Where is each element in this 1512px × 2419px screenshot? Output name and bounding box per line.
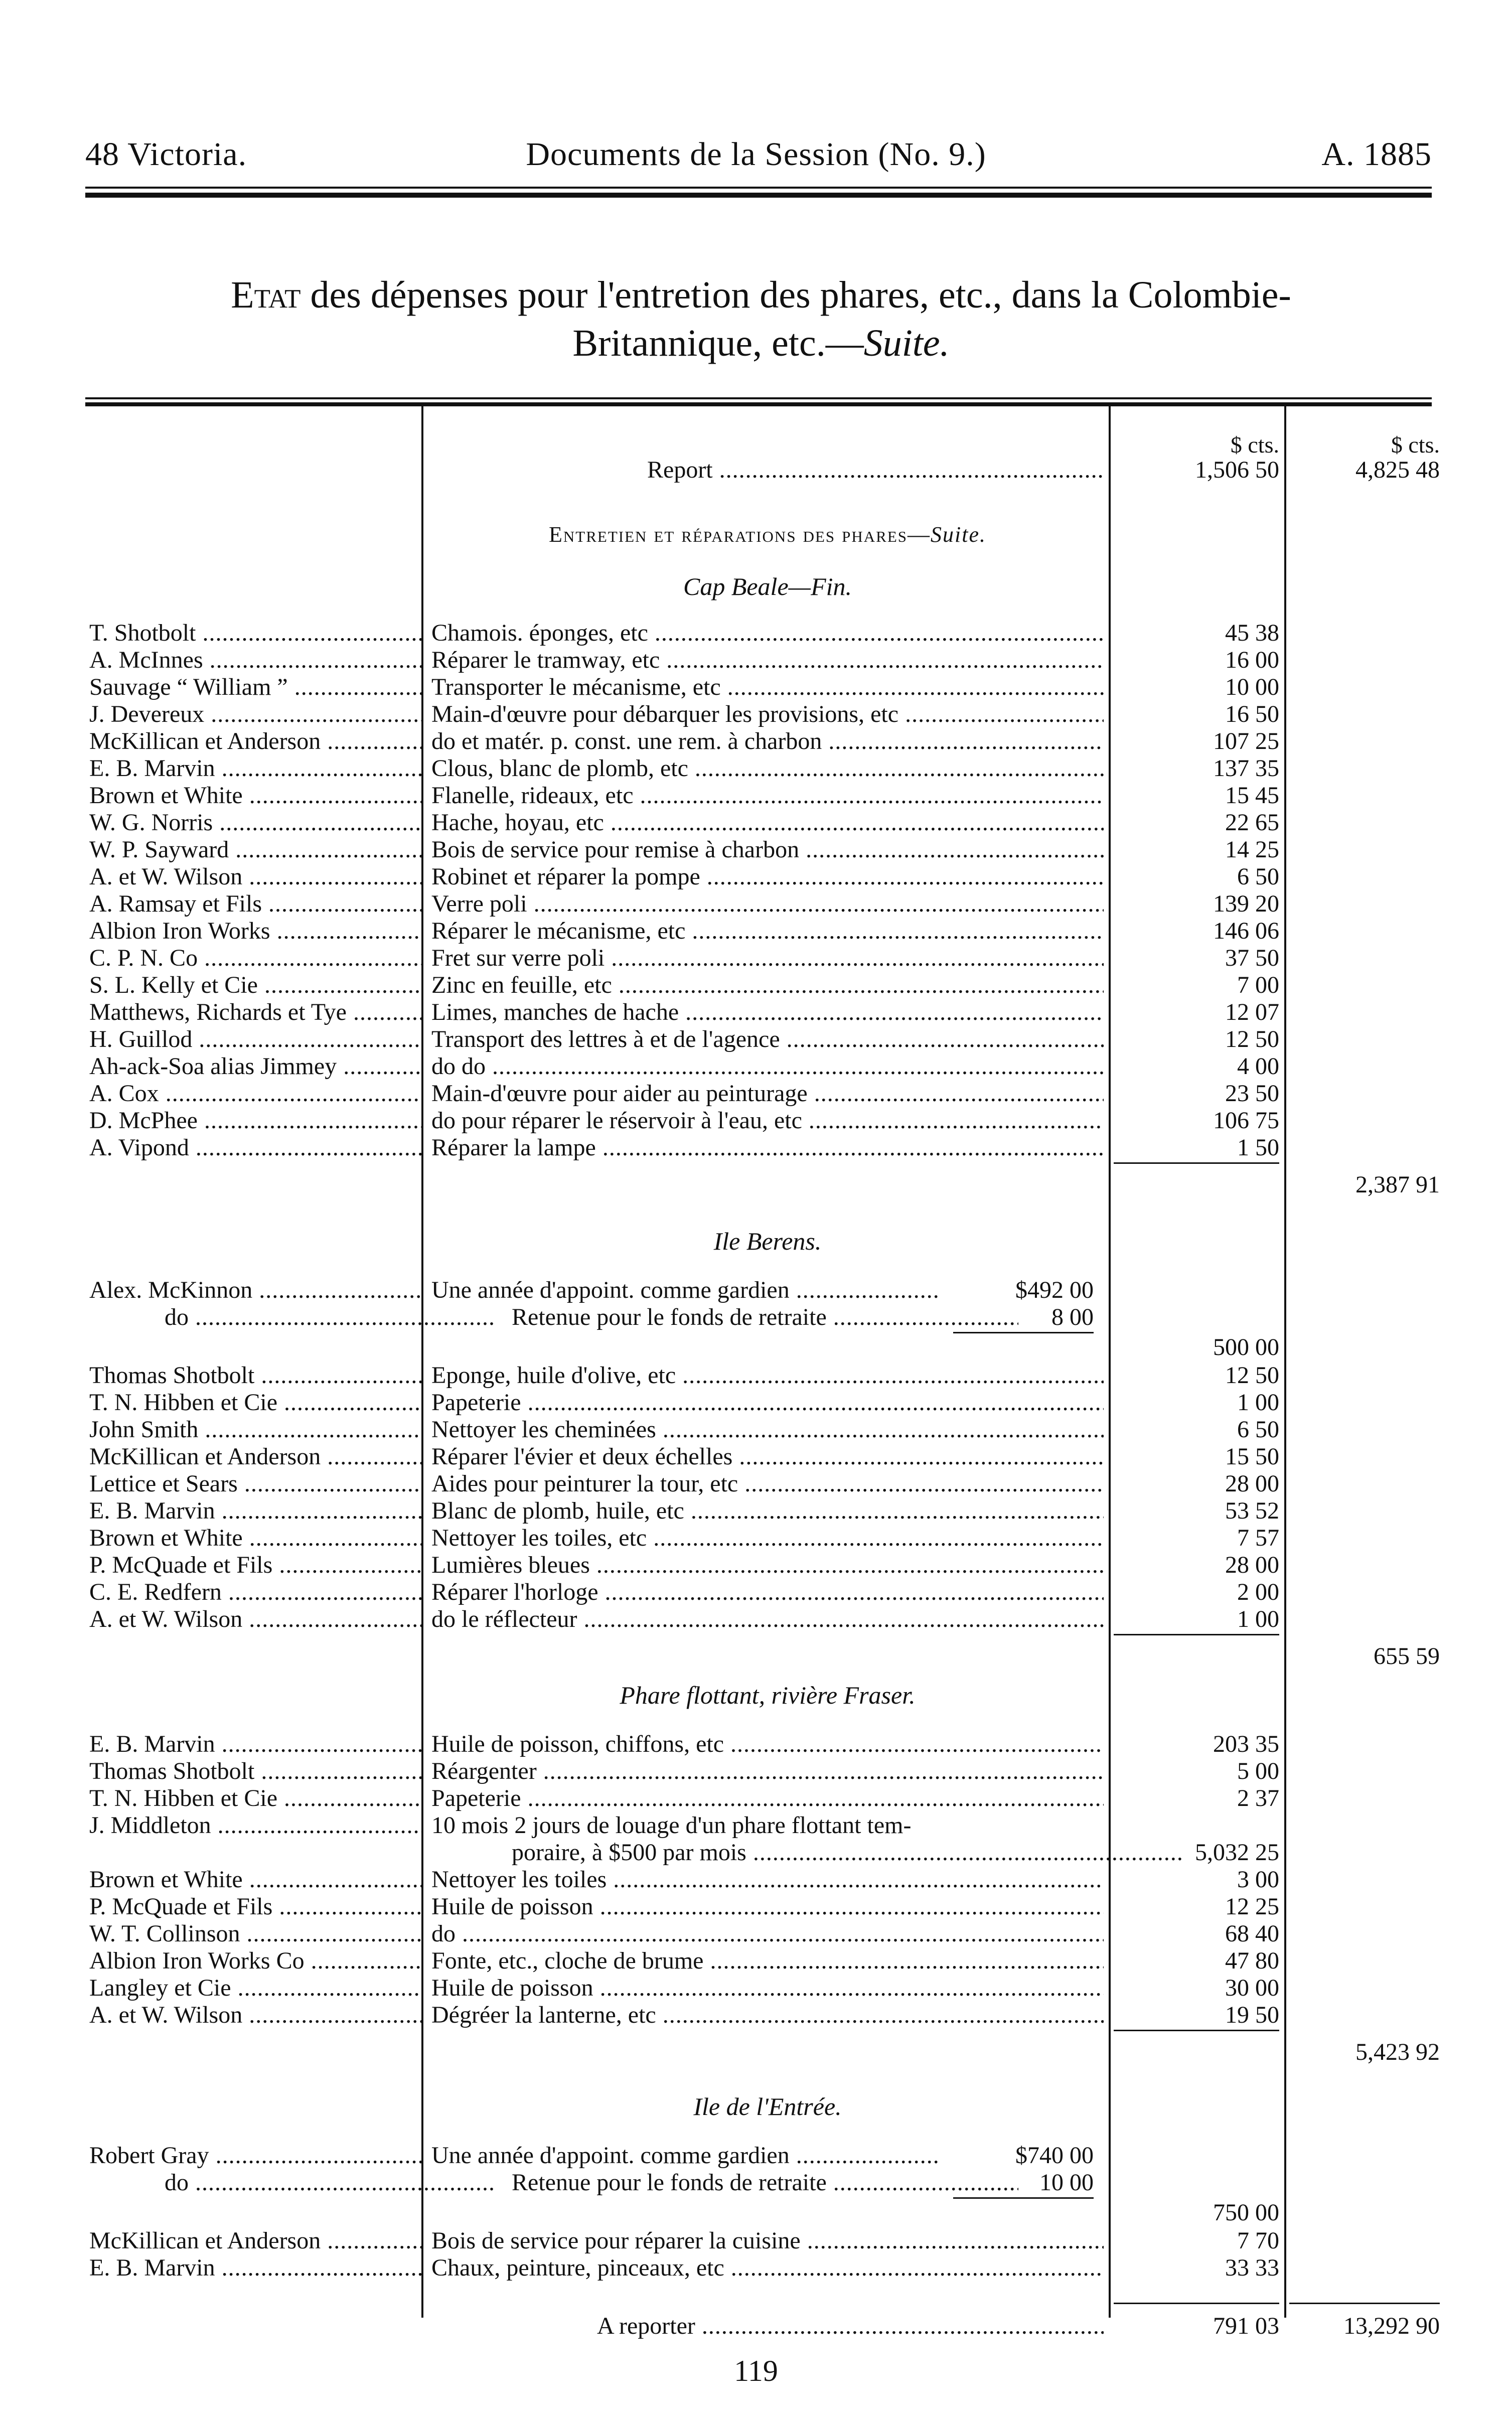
table-row: [0, 1731, 1512, 1758]
payee-cell: do .....: [89, 1304, 497, 1331]
table-row: [0, 1975, 1512, 2002]
amount-cell: 16 00: [1225, 647, 1279, 673]
description-cell: Chaux, peinture, pinceaux, etc .....: [431, 2254, 1104, 2282]
description-cell: Lumières bleues .....: [431, 1552, 1104, 1579]
page-title: [95, 271, 1427, 367]
section-heading: Entretien et réparations des phares—Suite.: [549, 522, 986, 547]
phare-flottant-total-rule: [1114, 2030, 1279, 2031]
payee-cell: McKillican et Anderson .....: [89, 1443, 421, 1470]
description-cell: Main-d'œuvre pour débarquer les provisions, etc .....: [431, 701, 1104, 728]
payee-cell: Ah-ack-Soa alias Jimmey .....: [89, 1053, 421, 1080]
amount-cell: 22 65: [1225, 809, 1279, 836]
salary-net-amount: 500 00: [1213, 1334, 1279, 1360]
table-row: [0, 809, 1512, 836]
payee-cell: John Smith .....: [89, 1416, 421, 1443]
amount-cell: 23 50: [1225, 1080, 1279, 1107]
amount-cell: 3 00: [1237, 1866, 1279, 1893]
table-row: [0, 647, 1512, 674]
payee-cell: A. Cox .....: [89, 1080, 421, 1107]
amount-cell: 146 06: [1213, 918, 1279, 944]
description-cell: Réparer le mécanisme, etc .....: [431, 918, 1104, 945]
carried-forward-row: [0, 2313, 1512, 2340]
payee-cell: T. N. Hibben et Cie .....: [89, 1785, 421, 1812]
description-cell: Nettoyer les toiles, etc .....: [431, 1525, 1104, 1552]
description-cell: Nettoyer les cheminées .....: [431, 1416, 1104, 1443]
table-row: [0, 1920, 1512, 1947]
amount-cell: 15 45: [1225, 782, 1279, 809]
table-row: [0, 674, 1512, 701]
amount-cell: 107 25: [1213, 728, 1279, 754]
payee-cell: E. B. Marvin .....: [89, 2254, 421, 2282]
table-row: [0, 1389, 1512, 1416]
description-cell: Chamois. éponges, etc .....: [431, 620, 1104, 647]
table-row: [0, 728, 1512, 755]
amount-cell: 1 00: [1237, 1389, 1279, 1416]
payee-cell: Thomas Shotbolt .....: [89, 1362, 421, 1389]
description-cell: Bois de service pour remise à charbon .....: [431, 836, 1104, 863]
carried-forward-amount2: 13,292 90: [1343, 2313, 1440, 2339]
amount-cell: 6 50: [1237, 1416, 1279, 1443]
table-row: [0, 1416, 1512, 1443]
salary-row: [0, 1304, 1512, 1331]
amount-cell: 5,032 25: [1195, 1839, 1279, 1866]
amount-cell: 1 00: [1237, 1606, 1279, 1632]
amount-cell: 1 50: [1237, 1134, 1279, 1161]
description-cell: Huile de poisson .....: [431, 1975, 1104, 2002]
table-row: [0, 1525, 1512, 1552]
amount-cell: 203 35: [1213, 1731, 1279, 1757]
amount-cell: 15 50: [1225, 1443, 1279, 1470]
inner-amount-cell: 10 00: [1039, 2169, 1094, 2196]
carried-forward-amount1: 791 03: [1213, 2313, 1279, 2339]
amount-cell: 28 00: [1225, 1552, 1279, 1578]
description-cell: Réparer l'horloge .....: [431, 1579, 1104, 1606]
payee-cell: Matthews, Richards et Tye .....: [89, 999, 421, 1026]
payee-cell: Langley et Cie .....: [89, 1975, 421, 2002]
subhead-ile-entree: Ile de l'Entrée.: [693, 2092, 842, 2121]
amount-cell: 12 50: [1225, 1026, 1279, 1052]
payee-cell: J. Middleton .....: [89, 1812, 421, 1839]
payee-cell: Sauvage “ William ” .....: [89, 674, 421, 701]
amount-cell: 16 50: [1225, 701, 1279, 727]
report-label: Report .....: [431, 457, 1104, 484]
description-cell: Robinet et réparer la pompe .....: [431, 863, 1104, 890]
payee-cell: P. McQuade et Fils .....: [89, 1893, 421, 1920]
title-line2: Britannique, etc.—: [572, 322, 864, 364]
description-cell: Réparer le tramway, etc .....: [431, 647, 1104, 674]
description-cell: 10 mois 2 jours de louage d'un phare flottant tem-: [431, 1812, 912, 1839]
amount-cell: 137 35: [1213, 755, 1279, 782]
description-cell: Eponge, huile d'olive, etc .....: [431, 1362, 1104, 1389]
amount-cell: 7 70: [1237, 2227, 1279, 2254]
table-row: [0, 1026, 1512, 1053]
header-rule-thick: [85, 193, 1432, 198]
total-rule-amount2: [1289, 2303, 1440, 2304]
table-top-rule-thin: [85, 397, 1432, 399]
amount-cell: 12 07: [1225, 999, 1279, 1025]
column-head-amount1: $ cts.: [1230, 432, 1279, 458]
table-row: [0, 945, 1512, 972]
description-cell: poraire, à $500 par mois .....: [431, 1839, 1184, 1866]
inner-amount-cell: $740 00: [1015, 2142, 1094, 2169]
salary-subtotal-rule: [953, 2197, 1094, 2199]
table-row: [0, 1785, 1512, 1812]
table-row: [0, 1443, 1512, 1470]
table-row: [0, 1362, 1512, 1389]
table-row: [0, 918, 1512, 945]
table-row: [0, 1893, 1512, 1920]
description-cell: Clous, blanc de plomb, etc .....: [431, 755, 1104, 782]
amount-cell: 7 57: [1237, 1525, 1279, 1551]
description-cell: Une année d'appoint. comme gardien .....: [431, 2142, 938, 2169]
amount-cell: 12 50: [1225, 1362, 1279, 1389]
salary-net-amount: 750 00: [1213, 2199, 1279, 2226]
payee-cell: Brown et White .....: [89, 1525, 421, 1552]
inner-amount-cell: $492 00: [1015, 1277, 1094, 1303]
amount-cell: 47 80: [1225, 1947, 1279, 1974]
description-cell: Verre poli .....: [431, 890, 1104, 918]
description-cell: do le réflecteur .....: [431, 1606, 1104, 1633]
report-amount1: 1,506 50: [1195, 457, 1279, 483]
header-year: A. 1885: [1321, 136, 1432, 173]
description-cell: Retenue pour le fonds de retraite .....: [431, 1304, 1018, 1331]
table-row: [0, 1080, 1512, 1107]
salary-row: [0, 2169, 1512, 2196]
payee-cell: W. P. Sayward .....: [89, 836, 421, 863]
section-total-amount: 5,423 92: [1355, 2039, 1440, 2065]
cap-beale-total: [0, 1171, 1512, 1198]
table-row: [0, 1497, 1512, 1525]
title-etat: Etat: [231, 274, 301, 316]
description-cell: do pour réparer le réservoir à l'eau, etc .....: [431, 1107, 1104, 1134]
description-cell: Fret sur verre poli .....: [431, 945, 1104, 972]
table-row: [0, 1866, 1512, 1893]
payee-cell: T. N. Hibben et Cie .....: [89, 1389, 421, 1416]
description-cell: Blanc de plomb, huile, etc .....: [431, 1497, 1104, 1525]
amount-cell: 68 40: [1225, 1920, 1279, 1947]
payee-cell: T. Shotbolt .....: [89, 620, 421, 647]
report-row: [0, 457, 1512, 484]
amount-cell: 12 25: [1225, 1893, 1279, 1920]
description-cell: Papeterie .....: [431, 1785, 1104, 1812]
payee-cell: A. Vipond .....: [89, 1134, 421, 1161]
salary-row: [0, 1277, 1512, 1304]
payee-cell: E. B. Marvin .....: [89, 755, 421, 782]
description-cell: Aides pour peinturer la tour, etc .....: [431, 1470, 1104, 1497]
amount-cell: 19 50: [1225, 2002, 1279, 2028]
table-row: [0, 701, 1512, 728]
table-row: [0, 620, 1512, 647]
table-row: [0, 890, 1512, 918]
payee-cell: do .....: [89, 2169, 497, 2196]
ile-berens-total: [0, 1643, 1512, 1670]
table-row: [0, 782, 1512, 809]
cap-beale-total-rule: [1114, 1162, 1279, 1164]
description-cell: Retenue pour le fonds de retraite .....: [431, 2169, 1018, 2196]
salary-subtotal-rule: [953, 1332, 1094, 1333]
amount-cell: 30 00: [1225, 1975, 1279, 2001]
inner-amount-cell: 8 00: [1051, 1304, 1094, 1330]
description-cell: Limes, manches de hache .....: [431, 999, 1104, 1026]
amount-cell: 10 00: [1225, 674, 1279, 700]
payee-cell: H. Guillod .....: [89, 1026, 421, 1053]
payee-cell: D. McPhee .....: [89, 1107, 421, 1134]
payee-cell: A. et W. Wilson .....: [89, 1606, 421, 1633]
salary-net-row: [0, 1334, 1512, 1361]
section-total-amount: 655 59: [1374, 1643, 1440, 1670]
description-cell: Flanelle, rideaux, etc .....: [431, 782, 1104, 809]
table-row: [0, 1758, 1512, 1785]
description-cell: Transporter le mécanisme, etc .....: [431, 674, 1104, 701]
header-title: Documents de la Session (No. 9.): [526, 136, 986, 173]
title-suite: Suite.: [863, 322, 950, 364]
payee-cell: J. Devereux .....: [89, 701, 421, 728]
description-cell: Transport des lettres à et de l'agence .....: [431, 1026, 1104, 1053]
header-rule-thin: [85, 187, 1432, 189]
payee-cell: Albion Iron Works Co .....: [89, 1947, 421, 1975]
table-row: [0, 2227, 1512, 2254]
amount-cell: 106 75: [1213, 1107, 1279, 1134]
payee-cell: P. McQuade et Fils .....: [89, 1552, 421, 1579]
table-row: [0, 1053, 1512, 1080]
description-cell: Réargenter .....: [431, 1758, 1104, 1785]
amount-cell: 45 38: [1225, 620, 1279, 646]
description-cell: Fonte, etc., cloche de brume .....: [431, 1947, 1104, 1975]
table-top-rule-thick: [85, 402, 1432, 406]
description-cell: Nettoyer les toiles .....: [431, 1866, 1104, 1893]
amount-cell: 28 00: [1225, 1470, 1279, 1497]
payee-cell: A. Ramsay et Fils .....: [89, 890, 421, 918]
description-cell: Hache, hoyau, etc .....: [431, 809, 1104, 836]
payee-cell: W. T. Collinson .....: [89, 1920, 421, 1947]
subhead-ile-berens: Ile Berens.: [713, 1227, 822, 1255]
table-row: [0, 755, 1512, 782]
table-row: [0, 1552, 1512, 1579]
description-cell: do .....: [431, 1920, 1104, 1947]
amount-cell: 33 33: [1225, 2254, 1279, 2281]
payee-cell: Brown et White .....: [89, 782, 421, 809]
amount-cell: 2 37: [1237, 1785, 1279, 1811]
amount-cell: 7 00: [1237, 972, 1279, 998]
subhead-cap-beale: Cap Beale—Fin.: [683, 572, 852, 600]
payee-cell: A. et W. Wilson .....: [89, 863, 421, 890]
payee-cell: A. McInnes .....: [89, 647, 421, 674]
salary-net-row: [0, 2199, 1512, 2226]
payee-cell: A. et W. Wilson .....: [89, 2002, 421, 2029]
description-cell: Huile de poisson .....: [431, 1893, 1104, 1920]
table-row: [0, 972, 1512, 999]
description-cell: Main-d'œuvre pour aider au peinturage .....: [431, 1080, 1104, 1107]
amount-cell: 4 00: [1237, 1053, 1279, 1080]
payee-cell: McKillican et Anderson .....: [89, 728, 421, 755]
table-row: [0, 1470, 1512, 1497]
table-row: [0, 2002, 1512, 2029]
description-cell: Réparer l'évier et deux échelles .....: [431, 1443, 1104, 1470]
payee-cell: Thomas Shotbolt .....: [89, 1758, 421, 1785]
section-total-amount: 2,387 91: [1355, 1171, 1440, 1198]
table-row: [0, 1134, 1512, 1161]
description-cell: Papeterie .....: [431, 1389, 1104, 1416]
table-row: [0, 1947, 1512, 1975]
table-row: [0, 1839, 1512, 1866]
description-cell: Bois de service pour réparer la cuisine .....: [431, 2227, 1104, 2254]
payee-cell: S. L. Kelly et Cie .....: [89, 972, 421, 999]
amount-cell: 2 00: [1237, 1579, 1279, 1605]
ile-berens-total-rule: [1114, 1634, 1279, 1635]
subhead-phare-flottant: Phare flottant, rivière Fraser.: [620, 1681, 916, 1709]
phare-flottant-total: [0, 2039, 1512, 2066]
table-row: [0, 1812, 1512, 1839]
table-row: [0, 999, 1512, 1026]
table-row: [0, 1107, 1512, 1134]
description-cell: Réparer la lampe .....: [431, 1134, 1104, 1161]
payee-cell: Robert Gray .....: [89, 2142, 421, 2169]
total-rule-amount1: [1114, 2303, 1279, 2304]
payee-cell: C. E. Redfern .....: [89, 1579, 421, 1606]
table-row: [0, 1579, 1512, 1606]
description-cell: Zinc en feuille, etc .....: [431, 972, 1104, 999]
description-cell: Dégréer la lanterne, etc .....: [431, 2002, 1104, 2029]
column-head-amount2: $ cts.: [1391, 432, 1440, 458]
amount-cell: 53 52: [1225, 1497, 1279, 1524]
amount-cell: 37 50: [1225, 945, 1279, 971]
payee-cell: C. P. N. Co .....: [89, 945, 421, 972]
description-cell: do do .....: [431, 1053, 1104, 1080]
report-amount2: 4,825 48: [1355, 457, 1440, 483]
payee-cell: Albion Iron Works .....: [89, 918, 421, 945]
payee-cell: W. G. Norris .....: [89, 809, 421, 836]
salary-row: [0, 2142, 1512, 2169]
header-session: 48 Victoria.: [85, 136, 247, 173]
amount-cell: 5 00: [1237, 1758, 1279, 1784]
description-cell: do et matér. p. const. une rem. à charbon .....: [431, 728, 1104, 755]
payee-cell: Lettice et Sears .....: [89, 1470, 421, 1497]
payee-cell: E. B. Marvin .....: [89, 1731, 421, 1758]
table-row: [0, 863, 1512, 890]
payee-cell: E. B. Marvin .....: [89, 1497, 421, 1525]
amount-cell: 6 50: [1237, 863, 1279, 890]
amount-cell: 14 25: [1225, 836, 1279, 863]
table-row: [0, 2254, 1512, 2282]
carried-forward-label: A reporter .....: [431, 2313, 1104, 2340]
table-row: [0, 1606, 1512, 1633]
payee-cell: Alex. McKinnon .....: [89, 1277, 421, 1304]
title-line1: des dépenses pour l'entretion des phares, etc., dans la Colombie-: [300, 274, 1291, 316]
payee-cell: Brown et White .....: [89, 1866, 421, 1893]
description-cell: Une année d'appoint. comme gardien .....: [431, 1277, 938, 1304]
payee-cell: McKillican et Anderson .....: [89, 2227, 421, 2254]
amount-cell: 139 20: [1213, 890, 1279, 917]
page-number: 119: [734, 2354, 778, 2387]
table-row: [0, 836, 1512, 863]
description-cell: Huile de poisson, chiffons, etc .....: [431, 1731, 1104, 1758]
